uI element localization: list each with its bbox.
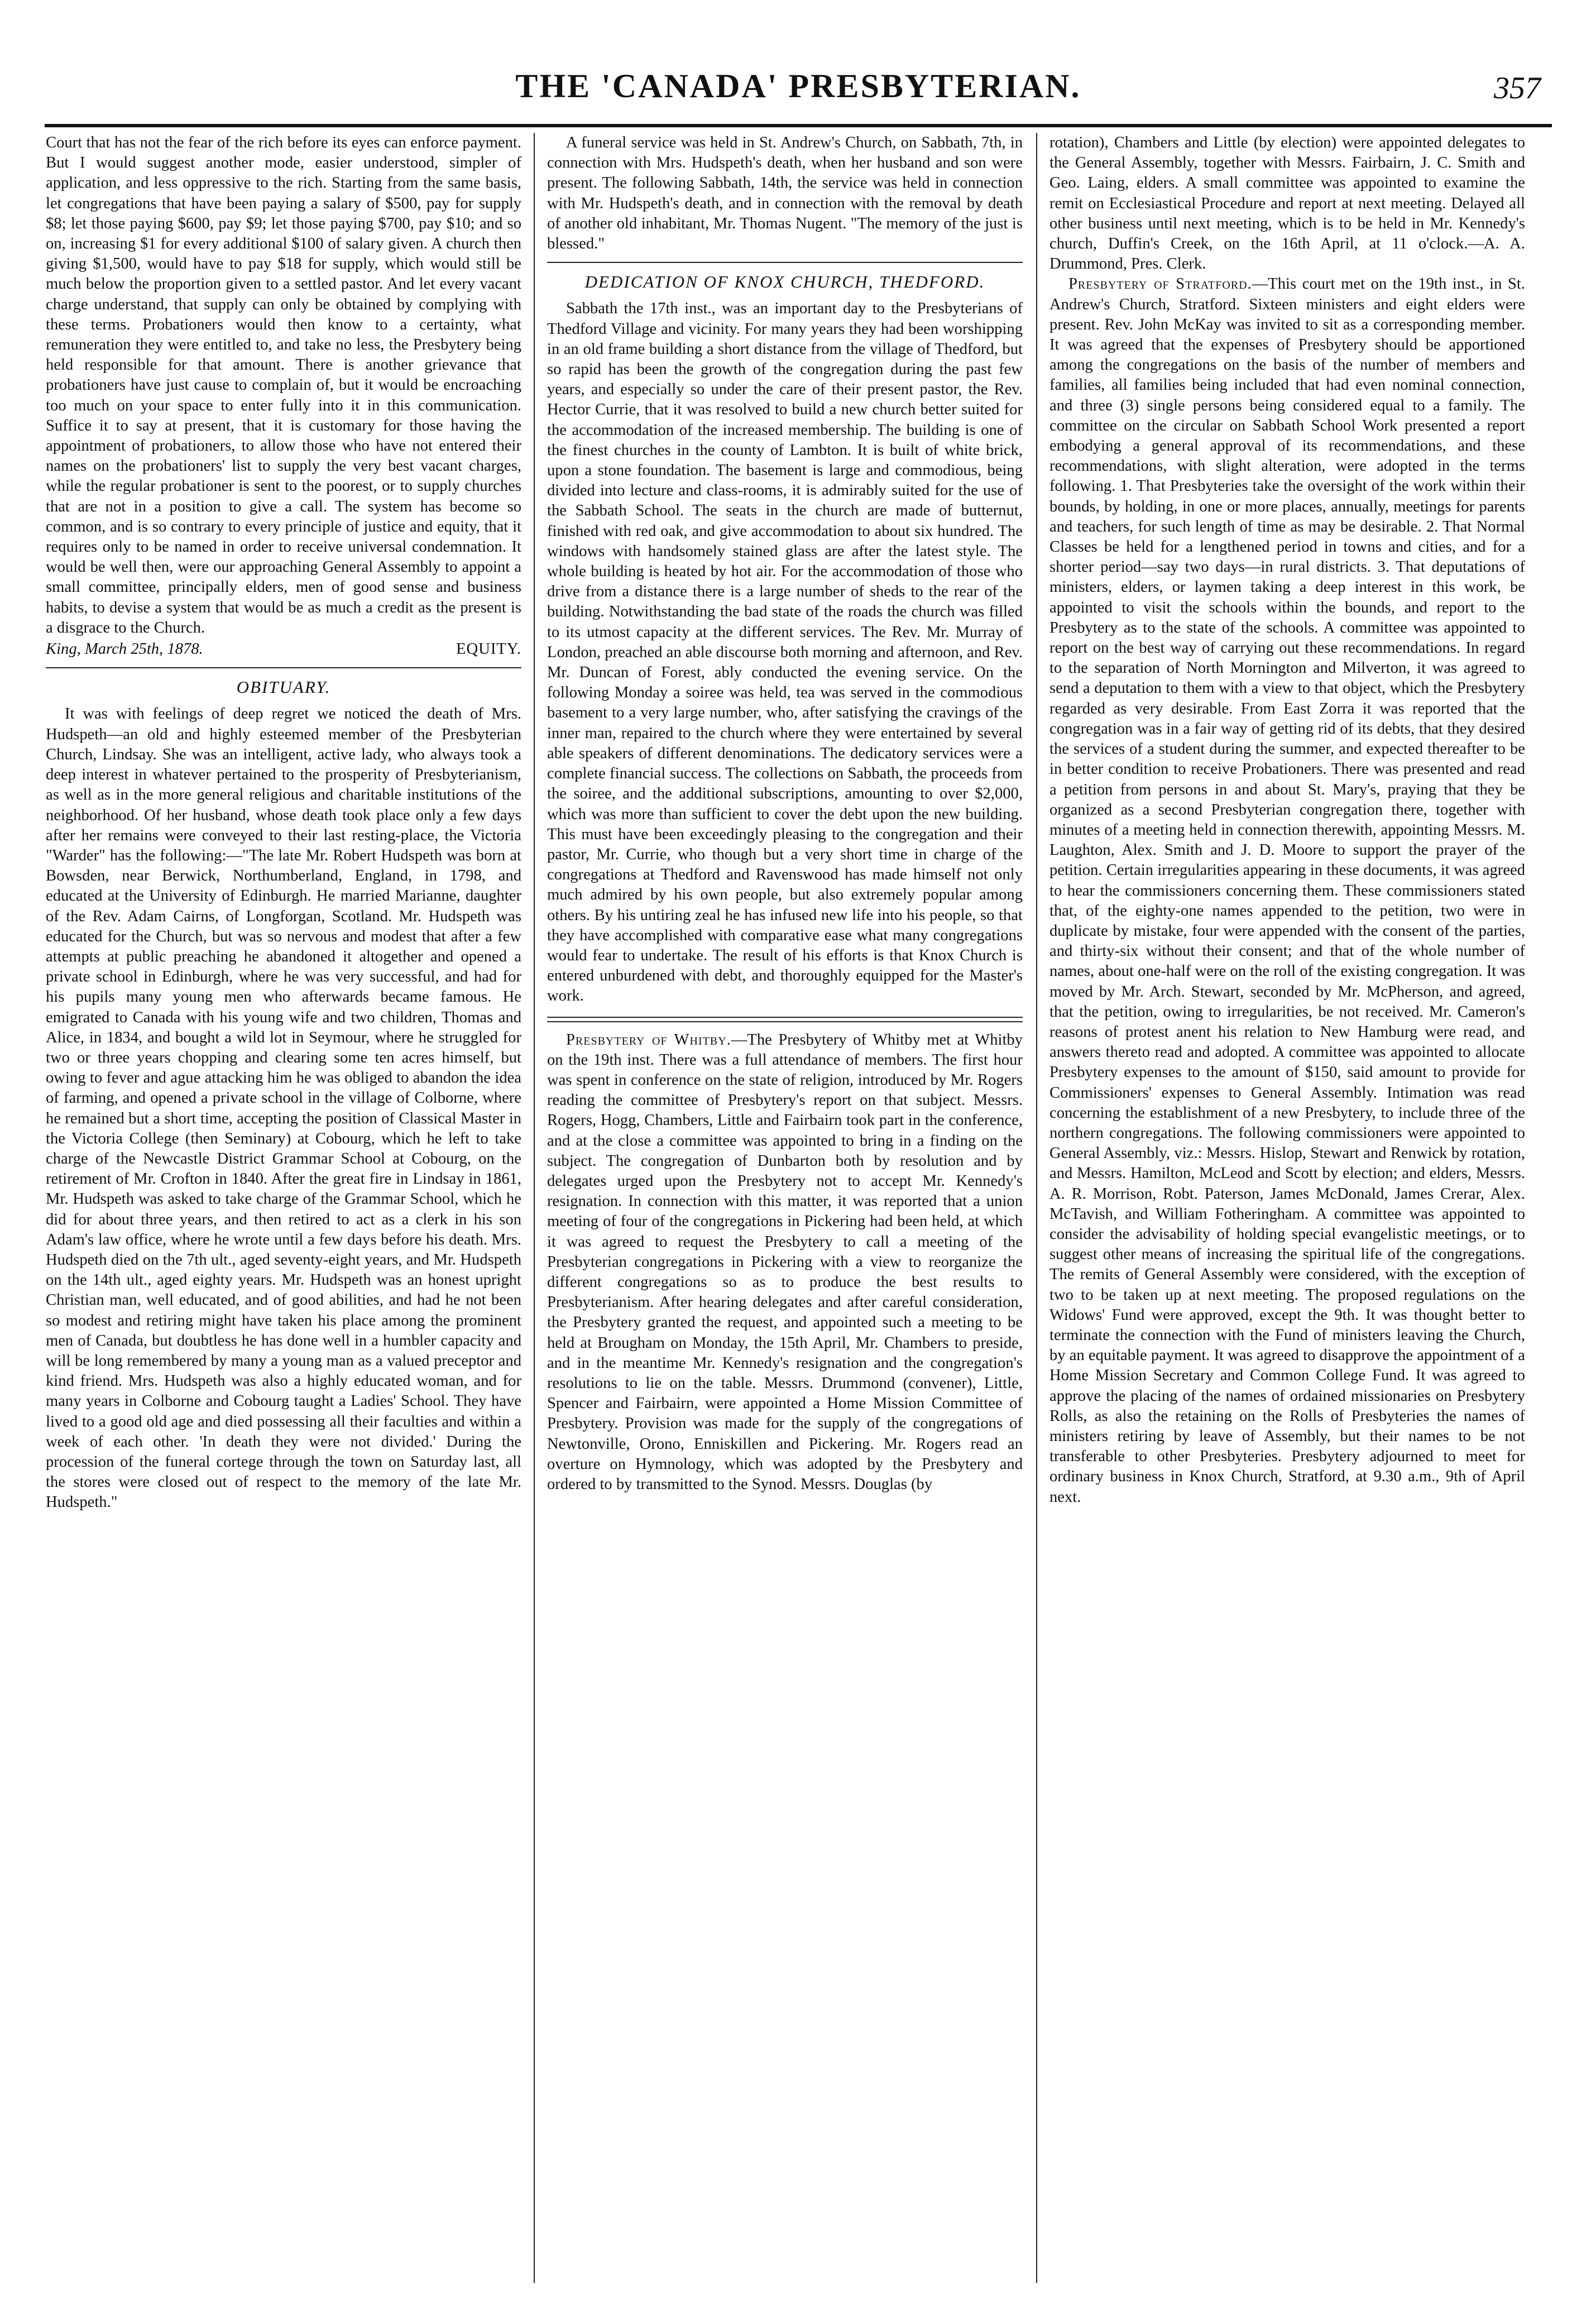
whitby-report-body: —The Presbytery of Whitby met at Whitby on the 19th inst. There was a full attendance of members. The first hour was spent in conference on the state of religion, introduced by Mr. Rogers reading the committee of Presbytery's report on that subject. Messrs. Rogers, Hogg, Chambers, Little and Fairbairn took part in the conference, and at the close a committee was appointed to bring in a finding on the subject. The congregation of Dunbarton both by resolution and by delegates urged upon the Presbytery not to accept Mr. Kennedy's resignation. In connection with this matter, it was reported that a union meeting of four of the congregations in Pickering had been held, at which it was agreed to request the Presbytery to call a meeting of the Presbyterian congregations in Pickering with a view to reorganize the different congregations so as to produce the best results to Presbyterianism. After hearing delegates and after careful consideration, the Presbytery granted the request, and appointed such a meeting to be held at Brougham on Monday, the 15th April, Mr. Chambers to preside, and in the meantime Mr. Kennedy's resignation and the congregation's resolutions to lie on the table. Messrs. Drummond (convener), Little, Spencer and Fairbairn, were appointed a Home Mission Committee of Presbytery. Provision was made for the supply of the congregations of Newtonville, Orono, Enniskillen and Pickering. Mr. Rogers read an overture on Hymnology, which was adopted by the Presbytery and ordered to by transmitted to the Synod. Messrs. Douglas (by	[547, 1031, 1023, 1493]
column-divider-1	[534, 133, 535, 2283]
stratford-report-body: —This court met on the 19th inst., in St. Andrew's Church, Stratford. Sixteen ministers and eight elders were present. Rev. John McKay was invited to sit as a corresponding member. It was agreed that the expenses of Presbytery should be apportioned among the congregations on the basis of the number of members and families, all families being included that had even nominal connection, and three (3) single persons being considered equal to a family. The committee on the circular on Sabbath School Work presented a report embodying a general approval of its recommendations, and these recommendations, with slight alteration, were adopted in the terms following. 1. That Presbyteries take the oversight of the work within their bounds, by holding, in one or more places, annually, meetings for parents and teachers, for such length of time as may be desirable. 2. That Normal Classes be held for a lengthened period in towns and cities, and for a shorter period—say two days—in rural districts. 3. That deputations of ministers, elders, or laymen taking a deep interest in this work, be appointed to visit the schools within the bounds, and report to the Presbytery as to the state of the schools. A committee was appointed to report on the best way of carrying out these recommendations. In regard to the separation of North Mornington and Milverton, it was agreed to send a deputation to them with a view to that object, which the Presbytery regarded as very desirable. From East Zorra it was reported that the congregation was in a fair way of getting rid of its debts, that they desired the services of a student during the summer, and expected thereafter to be in better condition to receive Probationers. There was presented and read a petition from persons in and about St. Mary's, praying that they be organized as a second Presbyterian congregation there, together with minutes of a meeting held in connection therewith, appointing Messrs. M. Laughton, Alex. Smith and J. D. Moore to support the prayer of the petition. Certain irregularities appearing in these documents, it was agreed to hear the commissioners concerning them. These commissioners stated that, of the eighty-one names appended to the petition, two were in duplicate by mistake, four were appended with the consent of the parties, and thirty-six without their consent; and that of the whole number of names, about one-half were on the roll of the existing congregation. It was moved by Mr. Arch. Stewart, seconded by Mr. McPherson, and agreed, that the petition, owing to irregularities, be not received. Mr. Cameron's reasons of protest anent his relation to New Hamburg were read, and answers thereto read and adopted. A committee was appointed to allocate Presbytery expenses to the amount of $150, said amount to provide for Commissioners' expenses to General Assembly. Intimation was read concerning the establishment of a new Presbytery, to include three of the northern congregations. The following commissioners were appointed to General Assembly, viz.: Messrs. Hislop, Stewart and Renwick by rotation, and Messrs. Hamilton, McLeod and Scott by election; and elders, Messrs. A. R. Morrison, Robt. Paterson, James McDonald, James Crerar, Alex. McTavish, and William Fotheringham. A committee was appointed to consider the advisability of holding special evangelistic meetings, or to suggest other means of increasing the spiritual life of the congregations. The remits of General Assembly were considered, with the exception of two to be taken up at next meeting. The proposed regulations on the Widows' Fund were approved, except the 9th. It was thought better to terminate the connection with the Fund of ministers leaving the Church, by an equitable payment. It was agreed to disapprove the appointment of a Home Mission Secretary and Common College Fund. It was agreed to approve the placing of the names of ordained missionaries on Presbytery Rolls, as also the retaining on the Rolls of Presbyteries the names of ministers retiring by leave of Assembly, but their names to be not transferable to other Presbyteries. Presbytery adjourned to meet for ordinary business in Knox Church, Stratford, at 9.30 a.m., 9th of April next.	[1049, 275, 1525, 1506]
column-divider-2	[1036, 133, 1037, 2283]
page-number: 357	[1494, 71, 1541, 106]
column-2	[547, 133, 1023, 1495]
page-header	[45, 67, 1552, 128]
obituary-body: It was with feelings of deep regret we noticed the death of Mrs. Hudspeth—an old and highly esteemed member of the Presbyterian Church, Lindsay. She was an intelligent, active lady, who always took a deep interest in whatever pertained to the prosperity of Presbyterianism, as well as in the more general religious and charitable institutions of the neighborhood. Of her husband, whose death took place only a few days after her remains were conveyed to their last resting-place, the Victoria "Warder" has the following:—"The late Mr. Robert Hudspeth was born at Bowsden, near Berwick, Northumberland, England, in 1798, and educated at the University of Edinburgh. He married Marianne, daughter of the Rev. Adam Cairns, of Longforgan, Scotland. Mr. Hudspeth was educated for the Church, but was so nervous and modest that after a few attempts at public preaching he abandoned it altogether and opened a private school in Edinburgh, where he was very successful, and had for his pupils many young men who afterwards became famous. He emigrated to Canada with his young wife and two children, Thomas and Alice, in 1834, and bought a wild lot in Seymour, where he struggled for two or three years chopping and clearing some ten acres himself, but owing to fever and ague attacking him he was obliged to abandon the idea of farming, and opened a private school in the village of Colborne, where he remained but a short time, accepting the position of Classical Master in the Victoria College (then Seminary) at Cobourg, which he left to take charge of the Newcastle District Grammar School at Cobourg, on the retirement of Mr. Crofton in 1840. After the great fire in Lindsay in 1861, Mr. Hudspeth was asked to take charge of the Grammar School, which he did for about three years, and then retired to act as a clerk in his son Adam's law office, where he wrote until a few days before his death. Mrs. Hudspeth died on the 7th ult., aged seventy-eight years, and Mr. Hudspeth on the 14th ult., aged eighty years. Mr. Hudspeth was an honest upright Christian man, well educated, and of good abilities, and had he not been so modest and retiring might have taken his place among the prominent men of Canada, but doubtless he has done well in a humbler capacity and will be long remembered by many a young man as a valued preceptor and kind friend. Mrs. Hudspeth was also a highly educated woman, and for many years in Colborne and Cobourg taught a Ladies' School. They have lived to a good old age and died possessing all their faculties and within a week of each other. 'In death they were not divided.' During the procession of the funeral cortege through the town on Saturday last, all the stores were closed out of respect to the memory of the late Mr. Hudspeth."	[46, 705, 521, 1511]
dedication-heading: DEDICATION OF KNOX CHURCH, THEDFORD.	[584, 272, 985, 292]
whitby-report-lead: Presbytery of Whitby.	[566, 1031, 731, 1049]
stratford-report-lead: Presbytery of Stratford.	[1068, 275, 1252, 293]
masthead-title: THE 'CANADA' PRESBYTERIAN.	[515, 68, 1081, 104]
whitby-report	[547, 1030, 1023, 1495]
letter-signature-block	[46, 639, 521, 659]
column-1	[46, 133, 521, 1513]
letter-dateline: King, March 25th, 1878.	[46, 640, 203, 658]
stratford-report	[1049, 274, 1525, 1507]
funeral-service-paragraph: A funeral service was held in St. Andrew's Church, on Sabbath, 7th, in connection with Mrs. Hudspeth's death, when her husband and son were present. The following Sabbath, 14th, the service was held in connection with Mr. Hudspeth's death, and in connection with the removal by death of another old inhabitant, Mr. Thomas Nugent. "The memory of the just is blessed."	[547, 134, 1023, 253]
header-rule	[45, 124, 1552, 127]
section-divider	[547, 262, 1023, 263]
letter-signature: EQUITY.	[456, 640, 521, 658]
dedication-body: Sabbath the 17th inst., was an important day to the Presbyterians of Thedford Village and vicinity. For many years they had been worshipping in an old frame building a short distance from the village of Thedford, but so rapid has been the growth of the congregation during the past few years, and especially so under the care of their present pastor, the Rev. Hector Currie, that it was resolved to build a new church better suited for the accommodation of the increased membership. The building is one of the finest churches in the county of Lambton. It is built of white brick, upon a stone foundation. The basement is large and commodious, being divided into lecture and class-rooms, it is admirably suited for the use of the Sabbath School. The seats in the church are made of butternut, finished with red oak, and give accommodation to about six hundred. The windows with handsomely stained glass are after the latest style. The whole building is heated by hot air. For the accommodation of those who drive from a distance there is a large number of sheds to the rear of the building. Notwithstanding the bad state of the roads the church was filled to its utmost capacity at the different services. The Rev. Mr. Murray of London, preached an able discourse both morning and afternoon, and Rev. Mr. Duncan of Forest, ably conducted the evening service. On the following Monday a soiree was held, tea was served in the commodious basement to a very large number, who, after satisfying the cravings of the inner man, repaired to the church where they were entertained by several able speakers of different denominations. The dedicatory services were a complete financial success. The collections on Sabbath, the proceeds from the soiree, and the additional subscriptions, amounting to over $2,000, which was more than sufficient to cover the debt upon the new building. This must have been exceedingly pleasing to the congregation and their pastor, Mr. Currie, who though but a very short time in charge of the congregations at Thedford and Ravenswood has made himself not only much admired by his own people, but also extremely popular among others. By his untiring zeal he has infused new life into his people, so that they have accomplished with comparative ease what many congregations would fear to undertake. The result of his efforts is that Knox Church is entered unburdened with debt, and thoroughly equipped for the Master's work.	[547, 300, 1023, 1005]
column-3	[1049, 133, 1525, 1507]
section-divider	[46, 667, 521, 668]
letter-body: Court that has not the fear of the rich before its eyes can enforce payment. But I would suggest another mode, easier understood, simpler of application, and less oppressive to the rich. Starting from the same basis, let congregations that have been paying a salary of $500, pay for supply $8; let those paying $600, pay $9; let those paying $700, pay $10; and so on, increasing $1 for every additional $100 of salary given. A church then giving $1,500, would have to pay $18 for supply, which would still be much below the proportion given to a settled pastor. And let every vacant charge understand, that supply can only be obtained by complying with these terms. Probationers would then know to a certainty, what remuneration they were entitled to, and take no less, the Presbytery being held responsible for that amount. There is another grievance that probationers have just cause to complain of, but it would be encroaching too much on your space to enter fully into it in this communication. Suffice it to say at present, that it is customary for those having the appointment of probationers, to allow those who have not entered their names on the probationers' list to supply the very best vacant charges, while the regular probationer is sent to the poorest, or to supply churches that are not in a position to give a call. The system has become so common, and is so contrary to every principle of justice and equity, that it requires only to be named in order to receive universal condemnation. It would be well then, were our approaching General Assembly to appoint a small committee, principally elders, men of good sense and business habits, to devise a system that would be as much a credit as the present is a disgrace to the Church.	[46, 134, 521, 636]
obituary-heading: OBITUARY.	[236, 677, 331, 697]
double-divider	[547, 1017, 1023, 1022]
whitby-report-continued: rotation), Chambers and Little (by election) were appointed delegates to the General Assembly, together with Messrs. Fairbairn, J. C. Smith and Geo. Laing, elders. A small committee was appointed to examine the remit on Ecclesiastical Procedure and report at next meeting. Delayed all other business until next meeting, which is to be held in Mr. Kennedy's church, Duffin's Creek, on the 16th April, at 11 o'clock.—A. A. Drummond, Pres. Clerk.	[1049, 134, 1525, 273]
